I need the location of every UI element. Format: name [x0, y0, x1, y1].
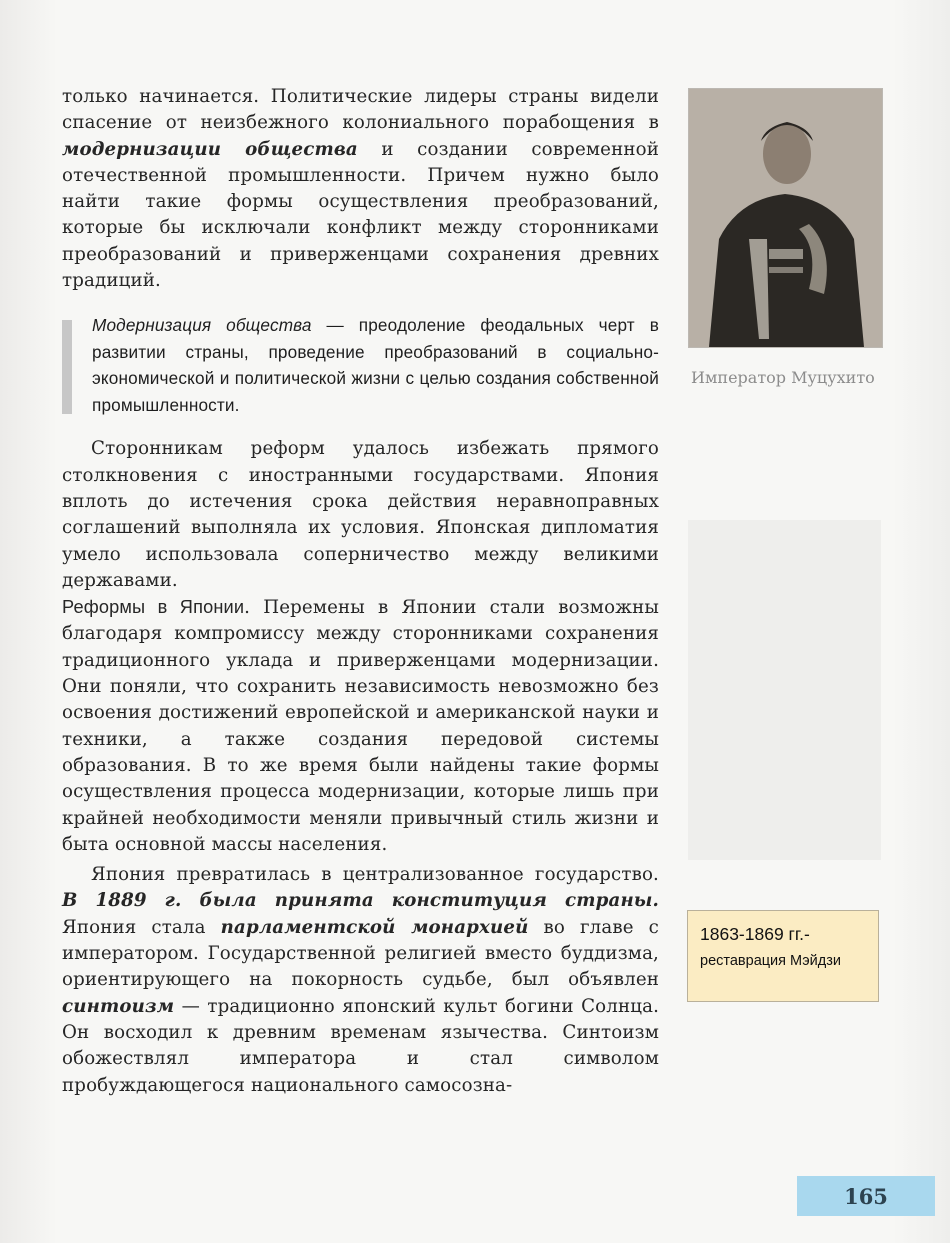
- definition-block: [62, 312, 659, 418]
- definition-text: — преодоление феодальных черт в развитии страны, проведение преобразований в социально-экономической и политической жизни с целью создания собственной промышленности.: [92, 315, 659, 415]
- paragraph-2: Сторонникам реформ удалось избежать прямого столкновения с иностранными государствами. Япония вплоть до истечения срока действия неравноправных соглашений выполняла их условия. Японская дипломатия умело использовала соперничество между великими державами.: [62, 438, 659, 591]
- page-number: 165: [797, 1176, 935, 1216]
- highlighted-shinto: синтоизм: [62, 995, 175, 1017]
- paragraph-4-text-e: во главе с императором. Государственной религией вместо буддизма, ориентирующего на покорность судьбе, был объявлен: [62, 916, 659, 991]
- date-event: реставрация Мэйдзи: [700, 953, 841, 969]
- sidebar-shaded-area: [688, 520, 881, 860]
- date-note-box: [687, 910, 879, 1002]
- paragraph-3: [62, 594, 659, 858]
- paragraph-4-text-c: Япония стала: [62, 916, 221, 938]
- highlighted-term-modernization: модернизации общества: [62, 138, 358, 160]
- definition-term: Модернизация общества: [92, 315, 312, 336]
- definition-bar: [62, 320, 72, 414]
- paragraph-3-text: . Перемены в Японии стали возможны благодаря компромиссу между сторонниками сохранения традиционного уклада и приверженцами модернизации. Они поняли, что сохранить независимость невозможно без освоения достижений европейской и американской науки и техники, а также создания передовой системы образования. В то же время были найдены такие формы осуществления процесса модернизации, которые лишь при крайней необходимости меняли привычный стиль жизни и быта основной массы населения.: [62, 597, 659, 855]
- emperor-portrait-image: [688, 88, 883, 348]
- date-years: 1863-1869 гг.-: [700, 924, 810, 944]
- portrait-caption: Император Муцухито: [691, 368, 875, 387]
- paragraph-4-text-g: — традиционно японский культ богини Солнца. Он восходил к древним временам язычества. Синтоизм обожествлял императора и стал символом пробуждающегося национального самосозна-: [62, 995, 659, 1096]
- highlighted-monarchy: парламентской монархией: [220, 916, 529, 938]
- paragraph-4-text-a: Япония превратилась в централизованное государство.: [91, 864, 659, 886]
- paragraph-1: [62, 84, 659, 294]
- paragraph-1-text: только начинается. Политические лидеры страны видели спасение от неизбежного колониального порабощения в: [62, 86, 659, 134]
- section-heading-reforms: Реформы в Японии: [62, 597, 245, 618]
- paragraph-4: [62, 862, 659, 1099]
- paragraph-1-tail: и создании современной отечественной промышленности. Причем нужно было найти такие формы осуществления преобразований, которые бы исключали конфликт между сторонниками преобразований и приверженцами сохранения древних традиций.: [62, 138, 660, 292]
- portrait-icon: [689, 89, 882, 347]
- highlighted-constitution: В 1889 г. была принята конституция страны.: [62, 890, 659, 912]
- main-text-column: [62, 84, 659, 1099]
